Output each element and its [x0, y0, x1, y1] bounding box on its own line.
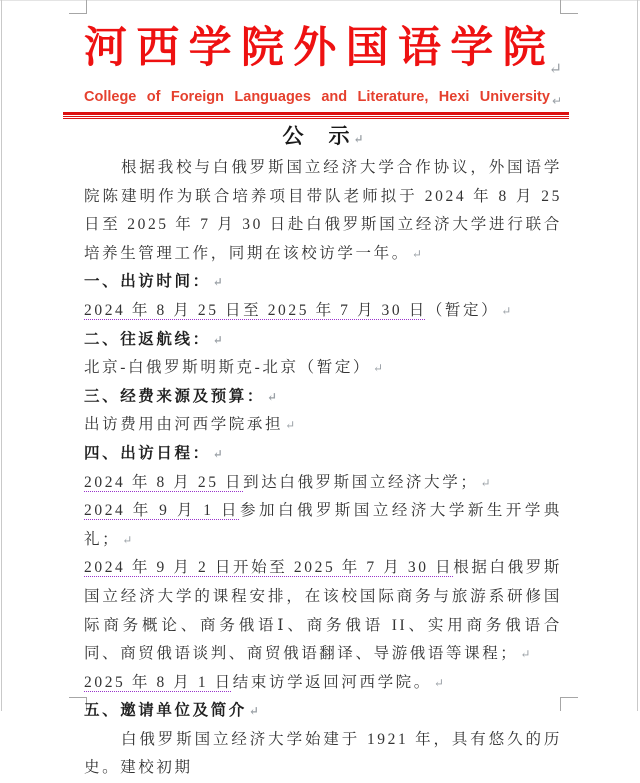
section-1-body — [84, 297, 562, 326]
section-5-body — [84, 726, 562, 783]
paragraph-mark-icon: ↵ — [501, 303, 512, 318]
paragraph-mark-icon: ↵ — [285, 418, 296, 433]
text-run: 参加白俄罗斯国立经济大学新生开学典礼； — [84, 502, 562, 548]
section-1-heading — [84, 268, 562, 297]
date-underlined: 2025 年 8 月 1 日 — [84, 673, 233, 691]
paragraph-mark-icon: ↵ — [480, 475, 491, 490]
paragraph-mark-icon: ↵ — [122, 532, 133, 547]
paragraph-mark-icon: ↵ — [353, 132, 364, 146]
paragraph-mark-icon: ↵ — [212, 446, 223, 461]
paragraph-mark-icon: ↵ — [373, 361, 384, 376]
notice-title — [84, 121, 562, 154]
text-run: 到达白俄罗斯国立经济大学； — [243, 473, 479, 491]
paragraph-mark-icon: ↵ — [551, 94, 562, 108]
section-3-body — [84, 411, 562, 440]
text-run: 结束访学返回河西学院。 — [232, 673, 432, 691]
rule-thin-line — [63, 118, 569, 119]
letterhead — [84, 14, 562, 119]
page-top-edge — [0, 0, 640, 1]
notice-title-text: 公 示 — [282, 124, 352, 148]
section-5-heading — [84, 697, 562, 726]
text-run: 北京-白俄罗斯明斯克-北京（暂定） — [84, 359, 372, 377]
page-left-edge — [1, 0, 2, 711]
paragraph-mark-icon: ↵ — [411, 246, 422, 261]
heading-text: 五、邀请单位及简介 — [84, 702, 247, 720]
paragraph-mark-icon: ↵ — [267, 389, 278, 404]
date-range-underlined: 2024 年 8 月 25 日至 2025 年 7 月 30 日 — [84, 301, 427, 319]
rule-thin-line — [63, 116, 569, 117]
margin-crop-mark-bottom-right-icon — [560, 697, 578, 711]
section-3-heading — [84, 383, 562, 412]
itinerary-item-4 — [84, 669, 562, 698]
heading-text: 二、往返航线： — [84, 330, 211, 348]
rule-thick-line — [63, 112, 569, 115]
margin-crop-mark-top-left-icon — [69, 0, 87, 14]
itinerary-item-3 — [84, 554, 562, 668]
paragraph-mark-icon: ↵ — [212, 332, 223, 347]
section-2-body — [84, 354, 562, 383]
letterhead-cn-line — [84, 14, 562, 78]
letterhead-title-cn: 河西学院外国语学院 — [84, 25, 546, 72]
paragraph-mark-icon: ↵ — [248, 704, 259, 719]
letterhead-en-line — [84, 78, 562, 109]
text-run: （暂定） — [426, 301, 500, 319]
notice-body — [84, 121, 562, 783]
document-text-area — [84, 14, 562, 783]
date-underlined: 2024 年 8 月 25 日 — [84, 473, 244, 491]
intro-paragraph — [84, 154, 562, 268]
text-run: 根据我校与白俄罗斯国立经济大学合作协议，外国语学院陈建明作为联合培养项目带队老师拟于 2024 年 8 月 25 日至 2025 年 7 月 30 日赴白俄罗斯国立经济大学进行联合培养生管理工作，同期在该校访学一年。 — [84, 159, 562, 262]
section-2-heading — [84, 326, 562, 355]
letterhead-double-rule — [63, 112, 569, 119]
paragraph-mark-icon: ↵ — [433, 675, 444, 690]
heading-text: 三、经费来源及预算： — [84, 387, 266, 405]
date-range-underlined: 2024 年 9 月 2 日开始至 2025 年 7 月 30 日 — [84, 559, 454, 577]
date-underlined: 2024 年 9 月 1 日 — [84, 502, 240, 520]
paragraph-mark-icon: ↵ — [548, 61, 562, 78]
paragraph-mark-icon: ↵ — [520, 647, 531, 662]
text-run: 出访费用由河西学院承担 — [84, 416, 284, 434]
heading-text: 一、出访时间： — [84, 273, 211, 291]
text-run: 根据白俄罗斯国立经济大学的课程安排，在该校国际商务与旅游系研修国际商务概论、商务俄语Ⅰ、商务俄语 II、实用商务俄语合同、商贸俄语谈判、商贸俄语翻译、导游俄语等课程； — [84, 559, 562, 663]
paragraph-mark-icon: ↵ — [212, 275, 223, 290]
page-right-edge — [637, 0, 638, 711]
section-4-heading — [84, 440, 562, 469]
heading-text: 四、出访日程： — [84, 444, 211, 462]
itinerary-item-2 — [84, 497, 562, 554]
text-run: 白俄罗斯国立经济大学始建于 1921 年，具有悠久的历史。建校初期 — [84, 730, 562, 777]
letterhead-title-en: College of Foreign Languages and Literature, Hexi University — [84, 89, 550, 105]
margin-crop-mark-top-right-icon — [560, 0, 578, 14]
itinerary-item-1 — [84, 469, 562, 498]
